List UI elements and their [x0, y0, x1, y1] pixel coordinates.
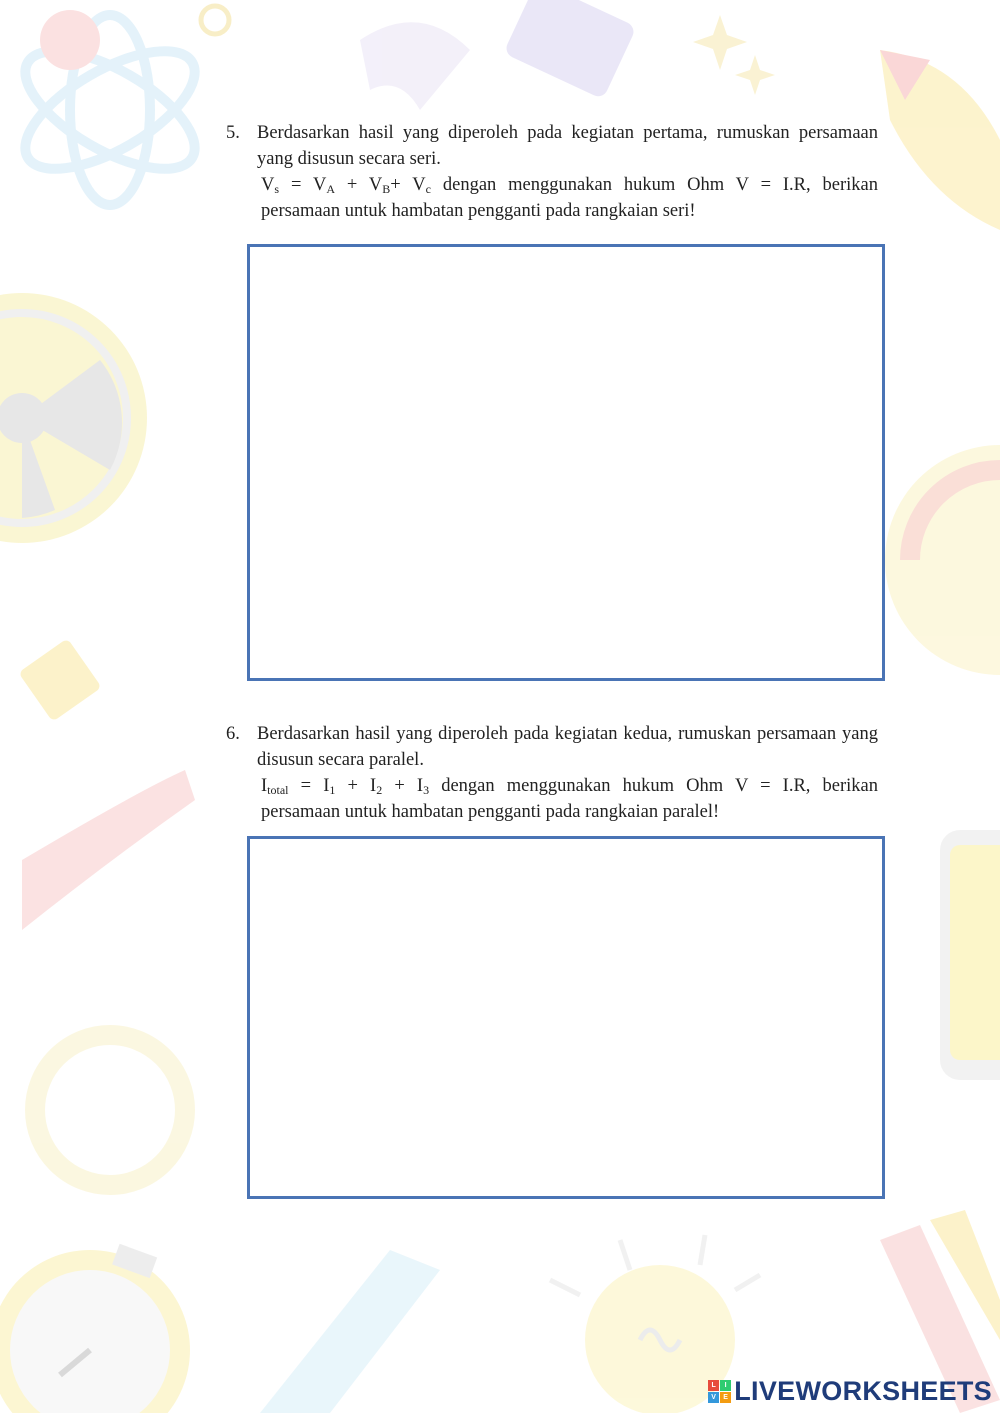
liveworksheets-logo-icon: L I V E	[708, 1380, 731, 1403]
question-5	[226, 120, 878, 224]
question-text: Berdasarkan hasil yang diperoleh pada kegiatan pertama, rumuskan persamaan yang disusun secara seri.	[257, 123, 878, 169]
question-6	[226, 721, 878, 825]
formula-parallel: $I_{total} = I_1 + I_2 + I_3$ dengan menggunakan hukum Ohm V = I.R, berikan	[261, 776, 879, 797]
formula-series: $V_s = V_A + V_B+ V_c$ dengan menggunakan hukum Ohm V = I.R, berikan	[261, 175, 879, 196]
question-number: 6.	[226, 724, 240, 744]
brand-text: LIVEWORKSHEETS	[734, 1376, 992, 1406]
answer-box-6[interactable]	[247, 836, 885, 1199]
answer-box-5[interactable]	[247, 244, 885, 681]
liveworksheets-brand[interactable]	[708, 1376, 992, 1407]
question-instruction: persamaan untuk hambatan pengganti pada rangkaian seri!	[261, 201, 696, 221]
question-instruction: persamaan untuk hambatan pengganti pada rangkaian paralel!	[261, 802, 720, 822]
question-text: Berdasarkan hasil yang diperoleh pada kegiatan kedua, rumuskan persamaan yang disusun secara paralel.	[257, 724, 878, 770]
question-number: 5.	[226, 123, 240, 143]
